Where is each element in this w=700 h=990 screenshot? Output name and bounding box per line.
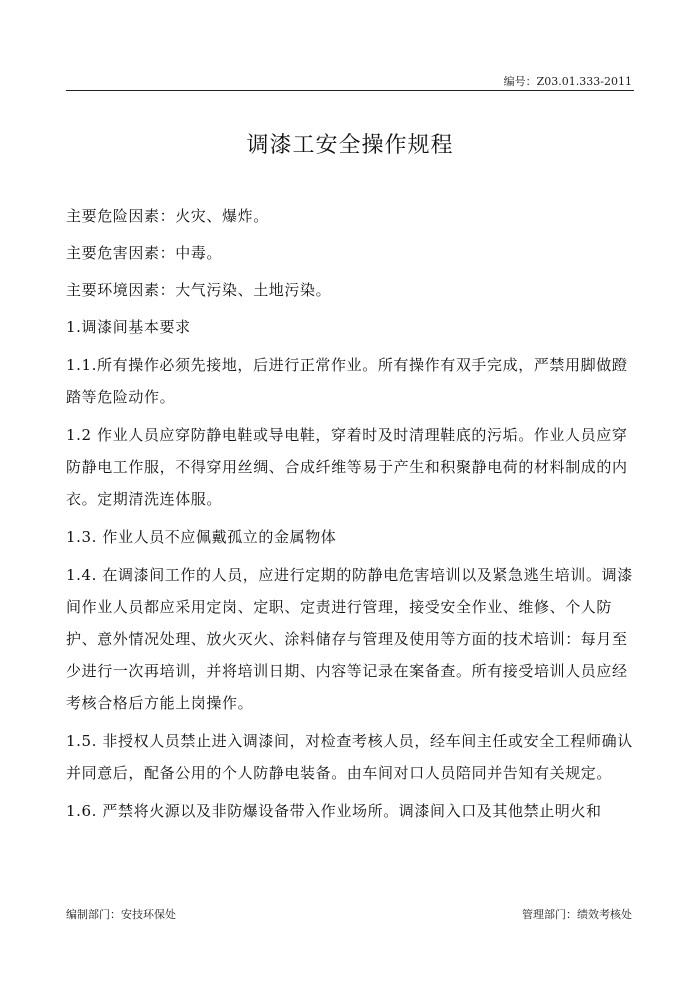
hazard-harm: 主要危害因素：中毒。 xyxy=(66,244,223,262)
document-body xyxy=(66,200,636,833)
clause-1-4: 1.4. 在调漆间工作的人员，应进行定期的防静电危害培训以及紧急逃生培训。调漆间作业人员都应采用定岗、定职、定责进行管理，接受安全作业、维修、个人防护、意外情况处理、放火灭火、涂料储存与管理及使用等方面的技术培训：每月至少进行一次再培训，并将培训日期、内容等记录在案备查。所有接受培训人员应经考核合格后方能上岗操作。 xyxy=(66,566,633,712)
document-code: 编号：Z03.01.333-2011 xyxy=(503,75,632,88)
clause-1-5: 1.5. 非授权人员禁止进入调漆间，对检查考核人员，经车间主任或安全工程师确认并同意后，配备公用的个人防静电装备。由车间对口人员陪同并告知有关规定。 xyxy=(66,732,633,782)
clause-1-2: 1.2 作业人员应穿防静电鞋或导电鞋，穿着时及时清理鞋底的污垢。作业人员应穿防静电工作服，不得穿用丝绸、合成纤维等易于产生和积聚静电荷的材料制成的内衣。定期清洗连体服。 xyxy=(66,426,628,508)
clause-1-1: 1.1.所有操作必须先接地，后进行正常作业。所有操作有双手完成，严禁用脚做蹬踏等危险动作。 xyxy=(66,356,628,406)
footer-managed-by: 管理部门：绩效考核处 xyxy=(522,908,632,921)
clause-1-3: 1.3. 作业人员不应佩戴孤立的金属物体 xyxy=(66,528,337,546)
hazard-environment: 主要环境因素：大气污染、土地污染。 xyxy=(66,281,332,299)
document-title: 调漆工安全操作规程 xyxy=(246,133,454,158)
hazard-danger: 主要危险因素：火灾、爆炸。 xyxy=(66,207,269,225)
footer-compiled-by: 编制部门：安技环保处 xyxy=(66,908,176,921)
header-divider xyxy=(66,90,634,91)
section-1-heading: 1.调漆间基本要求 xyxy=(66,318,191,336)
clause-1-6: 1.6. 严禁将火源以及非防爆设备带入作业场所。调漆间入口及其他禁止明火和 xyxy=(66,802,602,820)
